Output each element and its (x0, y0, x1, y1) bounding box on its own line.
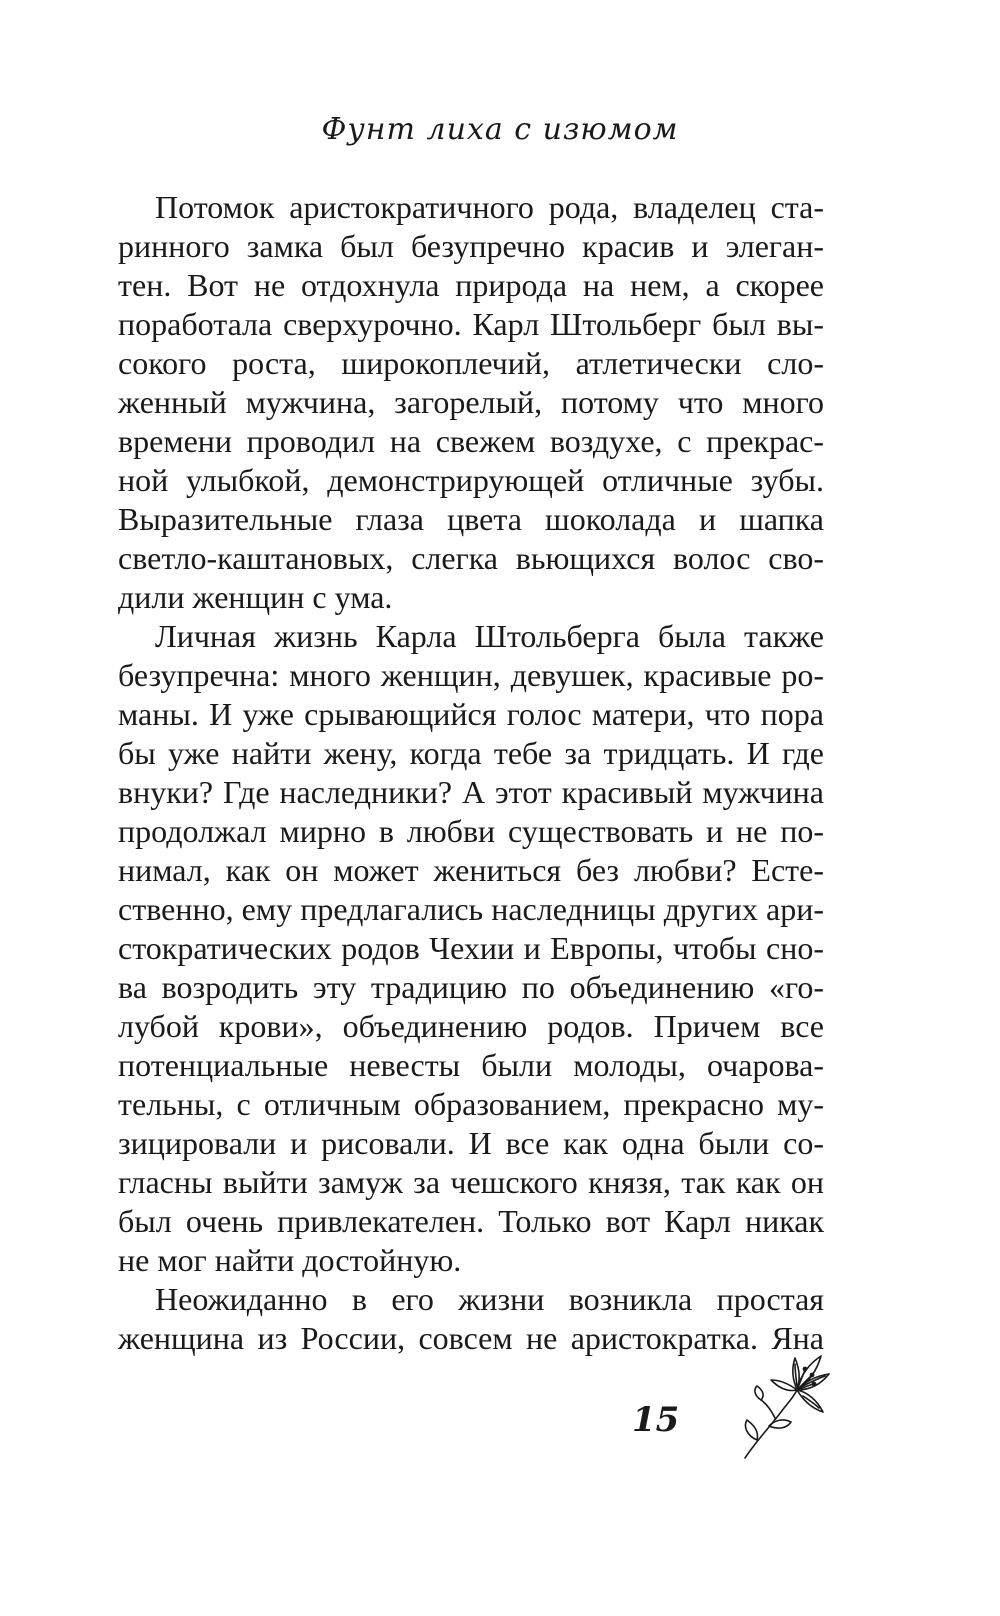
text-line: женщина из России, совсем не аристократка. Яна (118, 1320, 824, 1356)
text-line: ственно, ему предлагались наследницы других ари- (118, 891, 824, 927)
text-line: тельны, с отличным образованием, прекрасно му- (118, 1086, 824, 1122)
text-line: дили женщин с ума. (118, 579, 393, 615)
page-number: 15 (632, 1400, 680, 1440)
text-line: женный мужчина, загорелый, потому что много (118, 384, 824, 420)
running-header: Фунт лиха с изюмом (321, 112, 679, 147)
text-line: не мог найти достойную. (118, 1242, 462, 1278)
lily-flower-icon (735, 1340, 845, 1460)
text-line: тен. Вот не отдохнула природа на нем, а скорее (118, 267, 824, 303)
body-text (118, 188, 824, 1358)
text-line: светло-каштановых, слегка вьющихся волос сво- (118, 540, 824, 576)
text-line: маны. И уже срывающийся голос матери, что пора (118, 696, 824, 732)
text-line: сокого роста, широкоплечий, атлетически сло- (118, 345, 824, 381)
text-line: продолжал мирно в любви существовать и не по- (118, 813, 824, 849)
text-line: гласны выйти замуж за чешского князя, так как он (118, 1164, 824, 1200)
text-line: времени проводил на свежем воздухе, с прекрас- (118, 423, 824, 459)
text-line: стократических родов Чехии и Европы, чтобы сно- (118, 930, 824, 966)
text-line: безупречна: много женщин, девушек, красивые ро- (118, 657, 824, 693)
text-line: лубой крови», объединению родов. Причем все (118, 1008, 824, 1044)
text-line: Выразительные глаза цвета шоколада и шапка (118, 501, 824, 537)
text-line: потенциальные невесты были молоды, очарова- (118, 1047, 824, 1083)
text-line: Личная жизнь Карла Штольберга была также (155, 618, 824, 654)
text-line: зицировали и рисовали. И все как одна были со- (118, 1125, 824, 1161)
text-line: внуки? Где наследники? А этот красивый мужчина (118, 774, 824, 810)
text-line: ва возродить эту традицию по объединению «го- (118, 969, 824, 1005)
text-line: нимал, как он может жениться без любви? Есте- (118, 852, 824, 888)
text-line: бы уже найти жену, когда тебе за тридцать. И где (118, 735, 824, 771)
text-line: ной улыбкой, демонстрирующей отличные зубы. (118, 462, 824, 498)
text-line: ринного замка был безупречно красив и элеган- (118, 228, 824, 264)
text-line: Неожиданно в его жизни возникла простая (155, 1281, 824, 1317)
text-line: поработала сверхурочно. Карл Штольберг был вы- (118, 306, 824, 342)
text-line: Потомок аристократичного рода, владелец ста- (155, 189, 824, 225)
text-line: был очень привлекателен. Только вот Карл никак (118, 1203, 824, 1239)
